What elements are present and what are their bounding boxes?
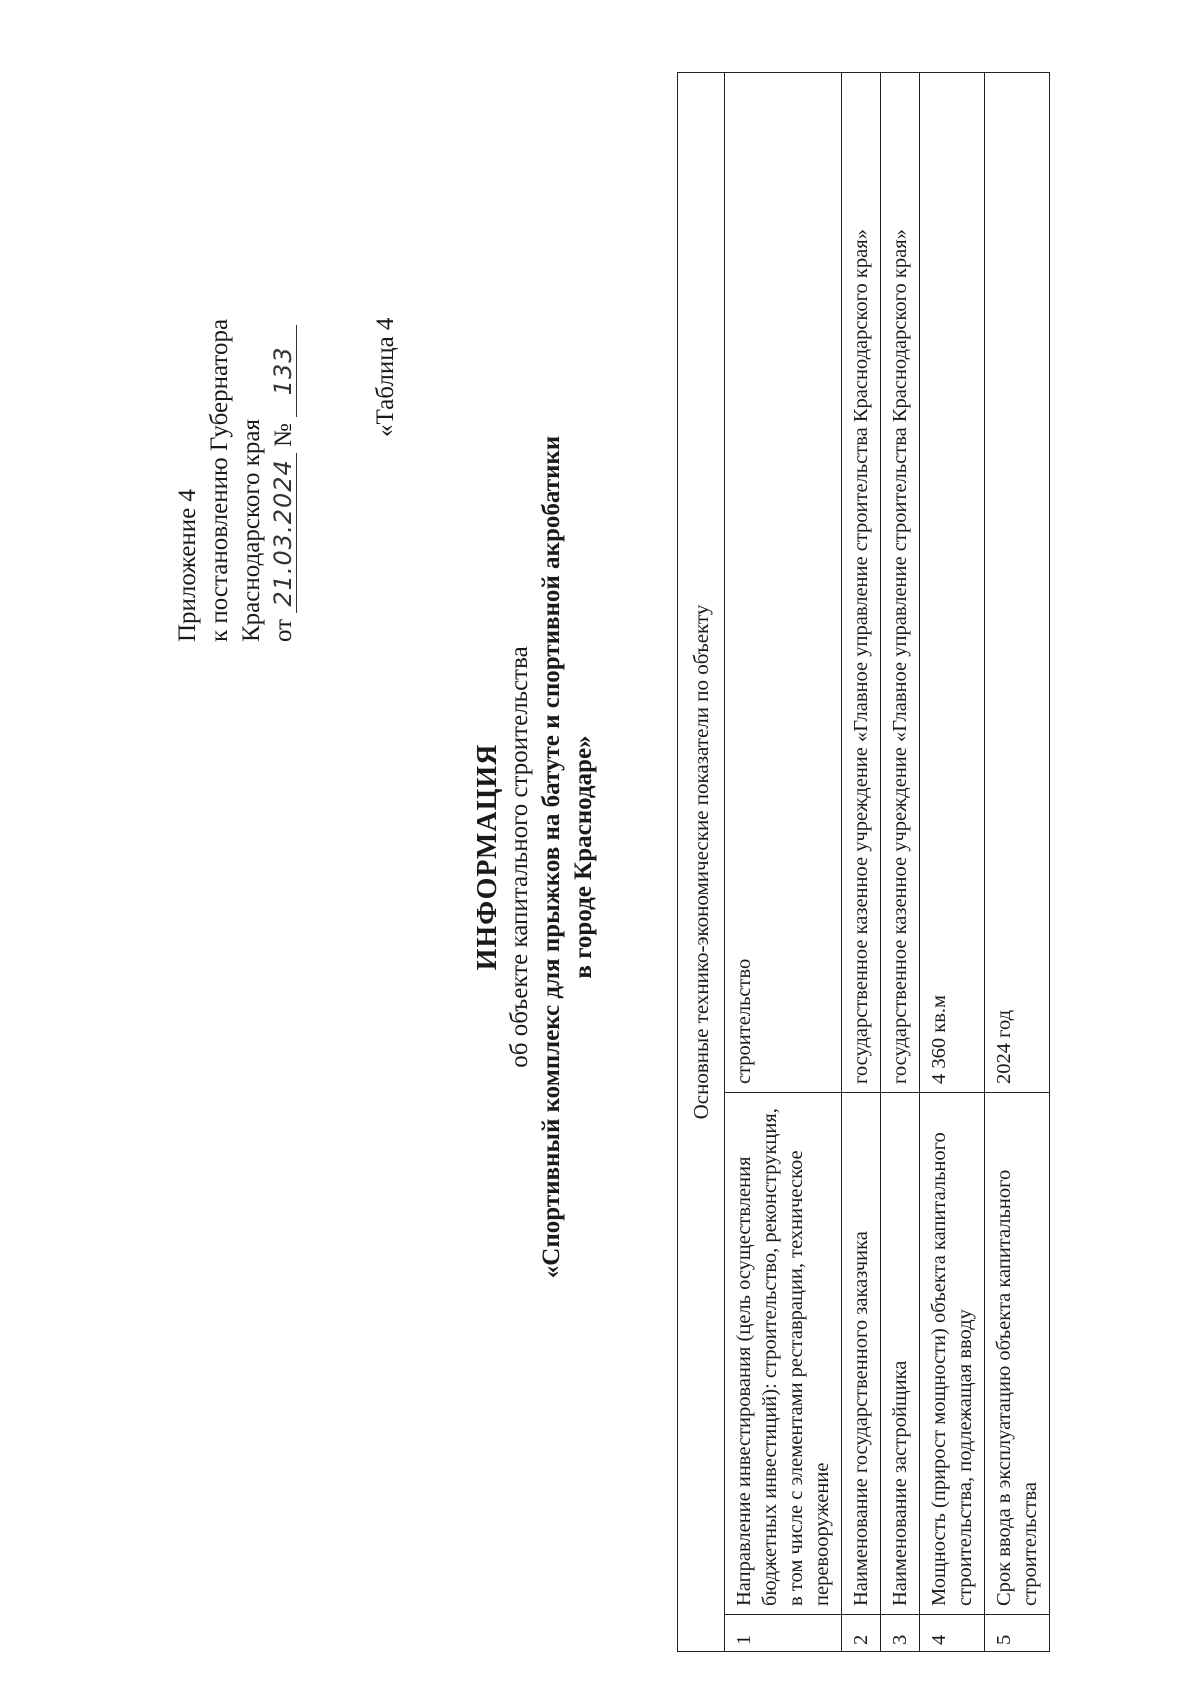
- document-heading: [472, 357, 600, 1357]
- from-label: от: [270, 618, 297, 642]
- appendix-block: [172, 319, 300, 642]
- table-tag: «Таблица 4: [372, 317, 399, 437]
- row-value: 4 360 кв.м: [920, 73, 985, 1093]
- row-value: 2024 год: [985, 73, 1050, 1093]
- number-label: №: [270, 423, 297, 447]
- row-number: 2: [842, 1615, 881, 1652]
- table-row: [881, 73, 920, 1652]
- row-number: 3: [881, 1615, 920, 1652]
- row-parameter: Наименование застройщика: [881, 1093, 920, 1615]
- row-value: государственное казенное учреждение «Главное управление строительства Краснодарского края»: [881, 73, 920, 1093]
- row-parameter: Мощность (прирост мощности) объекта капитального строительства, подлежащая вводу: [920, 1093, 985, 1615]
- indicators-table: [677, 72, 1050, 1652]
- handwritten-number: 133: [270, 325, 297, 417]
- heading-object-name: «Спортивный комплекс для прыжков на батуте и спортивной акробатики: [538, 435, 565, 1279]
- appendix-date-line: [268, 319, 300, 642]
- appendix-title: Приложение 4: [174, 489, 201, 642]
- row-parameter: Направление инвестирования (цель осуществления бюджетных инвестиций): строительство, реконструкция, в том числе с элементами реставрации, техническое перевооружение: [725, 1093, 842, 1615]
- appendix-decree-line: к постановлению Губернатора: [206, 318, 233, 642]
- row-number: 1: [725, 1615, 842, 1652]
- table-header-row: [678, 73, 725, 1652]
- table-header-cell: Основные технико-экономические показатели по объекту: [678, 73, 725, 1652]
- table-row: [920, 73, 985, 1652]
- table-row: [725, 73, 842, 1652]
- heading-subtitle: об объекте капитального строительства: [506, 646, 533, 1068]
- row-number: 4: [920, 1615, 985, 1652]
- row-parameter: Срок ввода в эксплуатацию объекта капитального строительства: [985, 1093, 1050, 1615]
- handwritten-date: 21.03.2024: [270, 453, 297, 612]
- table-row: [842, 73, 881, 1652]
- row-parameter: Наименование государственного заказчика: [842, 1093, 881, 1615]
- row-value: строительство: [725, 73, 842, 1093]
- heading-object-city: в городе Краснодаре»: [570, 735, 597, 979]
- row-number: 5: [985, 1615, 1050, 1652]
- row-value: государственное казенное учреждение «Главное управление строительства Краснодарского края»: [842, 73, 881, 1093]
- heading-title: ИНФОРМАЦИЯ: [472, 743, 503, 971]
- table-row: [985, 73, 1050, 1652]
- appendix-region-line: Краснодарского края: [238, 419, 265, 642]
